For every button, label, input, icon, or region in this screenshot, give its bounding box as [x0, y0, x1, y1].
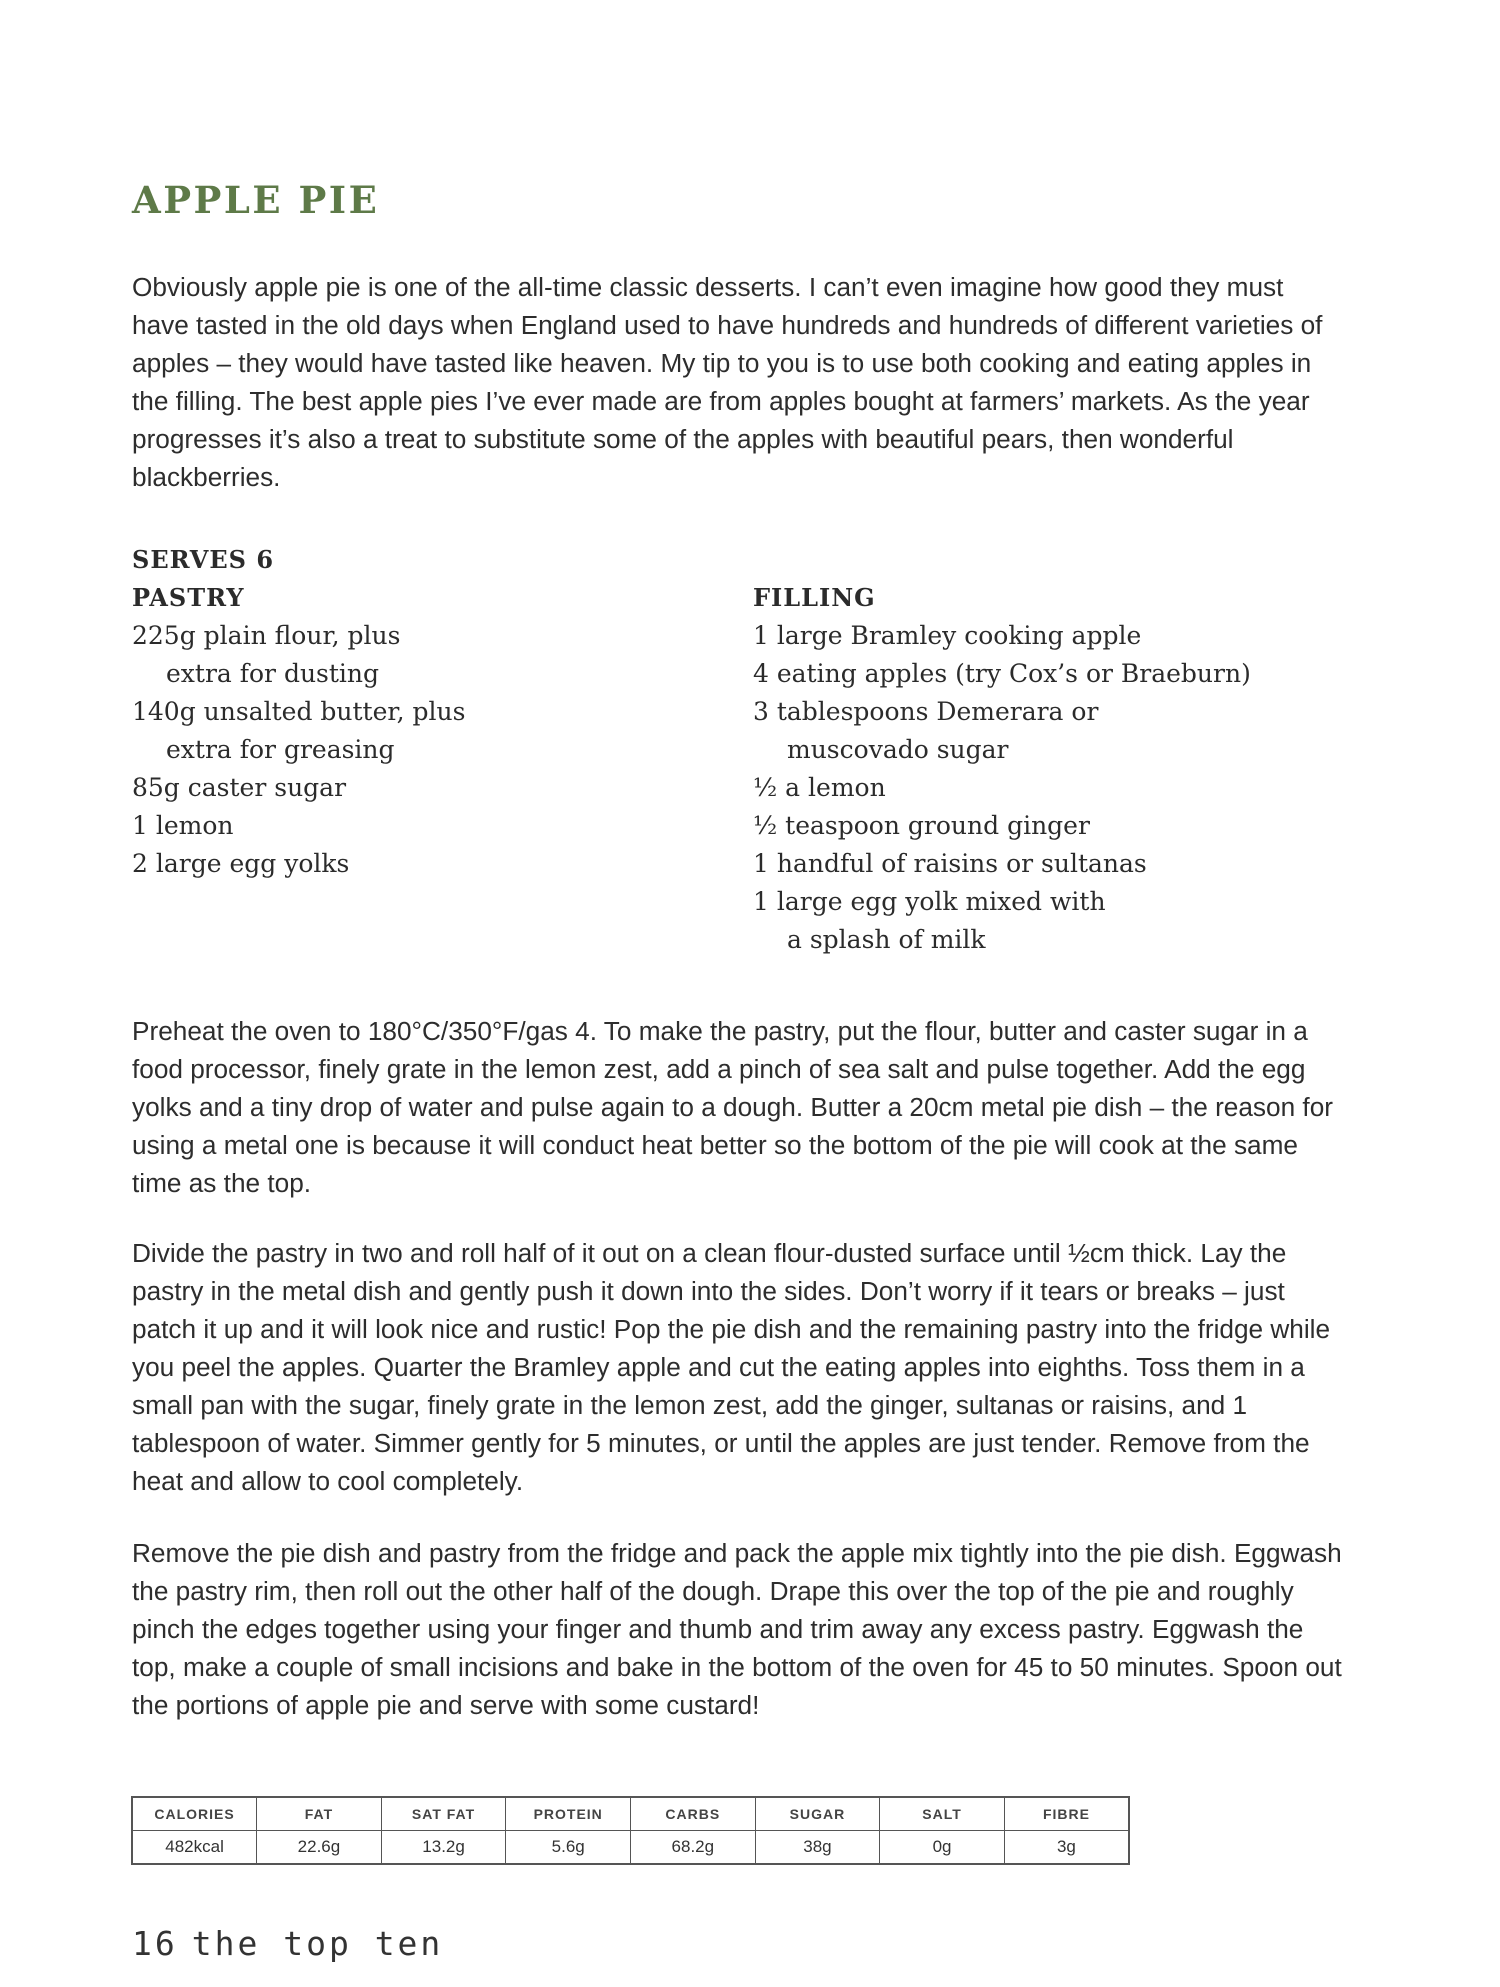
- recipe-intro: Obviously apple pie is one of the all-time classic desserts. I can’t even imagine how good they must have tasted in the old days when England used to have hundreds and hundreds of different varieties of apples – they would have tasted like heaven. My tip to you is to use both cooking and eating apples in the filling. The best apple pies I’ve ever made are from apples bought at farmers’ markets. As the year progresses it’s also a treat to substitute some of the apples with beautiful pears, then wonderful blackberries.: [132, 272, 1323, 492]
- nutrition-value: 13.2g: [381, 1831, 506, 1865]
- method-paragraph: Preheat the oven to 180°C/350°F/gas 4. To make the pastry, put the flour, butter and caster sugar in a food processor, finely grate in the lemon zest, add a pinch of sea salt and pulse together. Add the egg yolks and a tiny drop of water and pulse again to a dough. Butter a 20cm metal pie dish – the reason for using a metal one is because it will conduct heat better so the bottom of the pie will cook at the same time as the top.: [132, 1016, 1333, 1198]
- page-footer: [132, 1924, 443, 1963]
- recipe-title: APPLE PIE: [132, 178, 380, 222]
- ingredient-item: extra for greasing: [166, 735, 395, 764]
- nutrition-header: FIBRE: [1004, 1797, 1129, 1831]
- nutrition-header: CARBS: [631, 1797, 756, 1831]
- nutrition-value-row: [132, 1831, 1129, 1865]
- nutrition-header: SUGAR: [755, 1797, 880, 1831]
- nutrition-value: 38g: [755, 1831, 880, 1865]
- method-paragraph: Divide the pastry in two and roll half of it out on a clean flour-dusted surface until ½cm thick. Lay the pastry in the metal dish and gently push it down into the sides. Don’t worry if it tears or breaks – just patch it up and it will look nice and rustic! Pop the pie dish and the remaining pastry into the fridge while you peel the apples. Quarter the Bramley apple and cut the eating apples into eighths. Toss them in a small pan with the sugar, finely grate in the lemon zest, add the ginger, sultanas or raisins, and 1 tablespoon of water. Simmer gently for 5 minutes, or until the apples are just tender. Remove from the heat and allow to cool completely.: [132, 1238, 1331, 1496]
- ingredient-item: 4 eating apples (try Cox’s or Braeburn): [753, 659, 1251, 688]
- ingredient-item: 1 large egg yolk mixed with: [753, 887, 1106, 916]
- ingredients-filling-column: [753, 579, 1393, 959]
- ingredient-item: muscovado sugar: [787, 735, 1009, 764]
- nutrition-value: 22.6g: [257, 1831, 382, 1865]
- nutrition-header: CALORIES: [132, 1797, 257, 1831]
- section-name: the top ten: [191, 1924, 444, 1963]
- ingredient-item: 225g plain flour, plus: [132, 621, 401, 650]
- ingredients-pastry-column: [132, 541, 692, 883]
- ingredient-item: a splash of milk: [787, 925, 986, 954]
- ingredient-item: 140g unsalted butter, plus: [132, 697, 466, 726]
- ingredient-item: 85g caster sugar: [132, 773, 347, 802]
- nutrition-value: 482kcal: [132, 1831, 257, 1865]
- pastry-heading: PASTRY: [132, 583, 245, 612]
- method-paragraph: Remove the pie dish and pastry from the fridge and pack the apple mix tightly into the pie dish. Eggwash the pastry rim, then roll out the other half of the dough. Drape this over the top of the pie and roughly pinch the edges together using your finger and thumb and trim away any excess pastry. Eggwash the top, make a couple of small incisions and bake in the bottom of the oven for 45 to 50 minutes. Spoon out the portions of apple pie and serve with some custard!: [132, 1538, 1342, 1720]
- serves-label: SERVES 6: [132, 545, 275, 574]
- nutrition-header: FAT: [257, 1797, 382, 1831]
- nutrition-value: 0g: [880, 1831, 1005, 1865]
- ingredient-item: ½ teaspoon ground ginger: [753, 811, 1090, 840]
- ingredient-item: extra for dusting: [166, 659, 380, 688]
- nutrition-table: [131, 1796, 1130, 1865]
- nutrition-value: 3g: [1004, 1831, 1129, 1865]
- ingredient-item: 2 large egg yolks: [132, 849, 350, 878]
- ingredient-item: 1 handful of raisins or sultanas: [753, 849, 1147, 878]
- nutrition-header: SALT: [880, 1797, 1005, 1831]
- ingredient-item: 3 tablespoons Demerara or: [753, 697, 1099, 726]
- nutrition-header-row: [132, 1797, 1129, 1831]
- ingredient-item: 1 lemon: [132, 811, 234, 840]
- nutrition-value: 5.6g: [506, 1831, 631, 1865]
- filling-heading: FILLING: [753, 583, 876, 612]
- ingredient-item: 1 large Bramley cooking apple: [753, 621, 1142, 650]
- page-number: 16: [132, 1924, 178, 1963]
- ingredient-item: ½ a lemon: [753, 773, 886, 802]
- nutrition-header: PROTEIN: [506, 1797, 631, 1831]
- nutrition-header: SAT FAT: [381, 1797, 506, 1831]
- nutrition-value: 68.2g: [631, 1831, 756, 1865]
